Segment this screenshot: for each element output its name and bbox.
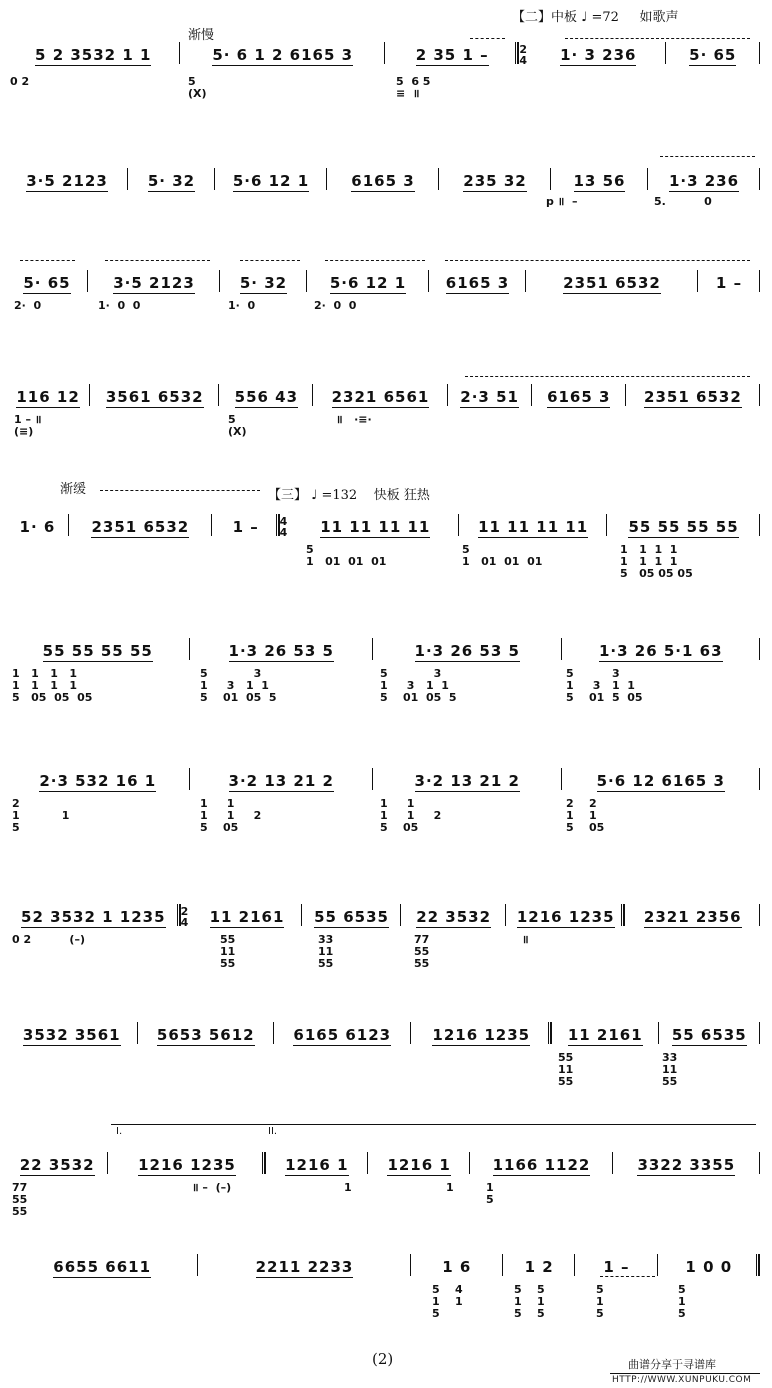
- measure-notes: 5·6 12 6165 3: [596, 772, 725, 790]
- measure: [212, 512, 280, 542]
- measure: [698, 268, 760, 298]
- measure-notes: 55 55 55 55: [628, 518, 739, 536]
- system-11: [6, 1252, 760, 1342]
- measure: [291, 512, 459, 542]
- lower-voice: 1· 0 0: [98, 299, 141, 312]
- section2-desc: 如歌声: [639, 10, 679, 25]
- measure-notes: 6165 3: [351, 172, 415, 190]
- measure: [459, 512, 607, 542]
- measure: [138, 1020, 275, 1050]
- measure: [6, 268, 88, 298]
- volta-line: [111, 1124, 756, 1125]
- volta-2: II.: [268, 1126, 278, 1137]
- measure: [6, 512, 69, 542]
- measure: [266, 1150, 368, 1180]
- measure: [368, 1150, 470, 1180]
- system-7: [6, 766, 760, 846]
- lower-voice: 1: [344, 1181, 352, 1194]
- lower-voice: 1· 0: [228, 299, 256, 312]
- lower-voice: 2· 0 0: [314, 299, 357, 312]
- measure-notes: 2351 6532: [563, 274, 661, 292]
- measure: [198, 1252, 410, 1282]
- measure: [220, 268, 307, 298]
- measure: [180, 40, 384, 70]
- measure-notes: 6655 6611: [53, 1258, 152, 1276]
- measure: [503, 1252, 575, 1282]
- measure: [385, 40, 519, 70]
- jianman-mark: 渐慢: [188, 28, 215, 43]
- sustain-dashline: [565, 38, 750, 39]
- measure-notes: 11 2161: [209, 908, 285, 926]
- measure-notes: 2351 6532: [644, 388, 742, 406]
- lower-voice: 5 6 5 ≡ ॥: [396, 75, 431, 100]
- system-4: [6, 382, 760, 452]
- measure: [562, 636, 761, 666]
- measure-notes: 2321 6561: [331, 388, 430, 406]
- section3-label: 【三】: [268, 488, 308, 503]
- measure: [626, 382, 760, 412]
- watermark-text: 曲谱分享于寻谱库: [628, 1358, 716, 1371]
- system-2: [6, 166, 760, 226]
- measure: [648, 166, 760, 196]
- measure-notes: 5·6 12 1: [232, 172, 310, 190]
- measure: [6, 166, 128, 196]
- measure-notes: 6165 3: [547, 388, 611, 406]
- measure: [531, 40, 665, 70]
- measure-notes: 22 3532: [416, 908, 492, 926]
- lower-voice: 5 3 1 3 1 1 5 01 5 05: [566, 667, 643, 704]
- measure-notes: 11 11 11 11: [478, 518, 589, 536]
- measure-notes: 1216 1: [285, 1156, 349, 1174]
- measure: [190, 636, 374, 666]
- measure-notes: 3322 3355: [637, 1156, 736, 1174]
- measure-notes: 5· 65: [23, 274, 71, 292]
- measure: [429, 268, 526, 298]
- lower-voice: 5 5 1 1 5 5: [514, 1283, 545, 1320]
- measure-notes: 556 43: [234, 388, 299, 406]
- measure: [327, 166, 439, 196]
- measure-notes: 5·6 12 1: [329, 274, 407, 292]
- lower-voice: 77 55 55: [12, 1181, 28, 1218]
- lower-voice: ॥ ·≡·: [336, 413, 372, 426]
- measure: [401, 902, 506, 932]
- measure: [108, 1150, 265, 1180]
- measure: [6, 1020, 138, 1050]
- lower-voice: 33 11 55: [662, 1051, 678, 1088]
- measure: [562, 766, 761, 796]
- lower-voice: 2 2 1 1 5 05: [566, 797, 605, 834]
- measure: [274, 1020, 411, 1050]
- measure-notes: 1 –: [715, 274, 743, 292]
- measure-notes: 11 2161: [567, 1026, 643, 1044]
- jianhuan-mark: 渐缓: [60, 482, 87, 497]
- measure: [88, 268, 220, 298]
- measure-notes: 2211 2233: [255, 1258, 354, 1276]
- measure-notes: 1166 1122: [492, 1156, 591, 1174]
- measure: [128, 166, 215, 196]
- measure-notes: 1216 1235: [432, 1026, 531, 1044]
- measure-notes: 1 –: [232, 518, 259, 536]
- lower-voice: 5 1 5: [596, 1283, 604, 1320]
- tempo3: =132: [321, 488, 358, 503]
- measure: [373, 766, 562, 796]
- sustain-dashline: [465, 376, 750, 377]
- measure: [6, 1252, 198, 1282]
- measure: [90, 382, 219, 412]
- lower-voice: 2 1 1 5: [12, 797, 70, 834]
- measure: [313, 382, 447, 412]
- lower-voice: 0 2: [10, 75, 30, 88]
- measure: [439, 166, 551, 196]
- system-3: [6, 268, 760, 328]
- measure-notes: 2321 2356: [643, 908, 742, 926]
- quarter-note-icon: ♩: [581, 10, 588, 25]
- measure: [448, 382, 532, 412]
- measure: [658, 1252, 760, 1282]
- time-signature: 2 4: [519, 43, 528, 67]
- measure: [526, 268, 698, 298]
- lower-voice: 5 (X): [228, 413, 247, 438]
- lower-voice: 55 11 55: [220, 933, 236, 970]
- measure: [6, 636, 190, 666]
- lower-voice: 5 (X): [188, 75, 207, 100]
- sustain-dashline: [445, 260, 750, 261]
- measure-notes: 3·5 2123: [26, 172, 108, 190]
- measure: [613, 1150, 760, 1180]
- quarter-note-icon: ♩: [311, 488, 318, 503]
- measure: [219, 382, 313, 412]
- measure-notes: 2 35 1 –: [415, 46, 489, 64]
- lower-voice: 77 55 55: [414, 933, 430, 970]
- lower-voice: 1 – ॥ (≡): [14, 413, 42, 438]
- measure: [666, 40, 760, 70]
- measure: [552, 1020, 659, 1050]
- measure-notes: 3·2 13 21 2: [228, 772, 334, 790]
- measure: [659, 1020, 761, 1050]
- watermark-url: HTTP://WWW.XUNPUKU.COM: [612, 1375, 752, 1385]
- measure-notes: 1·3 236: [668, 172, 740, 190]
- measure-notes: 6165 6123: [293, 1026, 392, 1044]
- measure: [411, 1252, 503, 1282]
- lower-voice: 5 1 01 01 01: [462, 543, 543, 568]
- measure-notes: 1 0 0: [685, 1258, 733, 1276]
- measure-notes: 1216 1235: [516, 908, 615, 926]
- lower-voice: 5 3 1 3 1 1 5 01 05 5: [200, 667, 277, 704]
- system-1: [6, 40, 760, 120]
- fermata-dashline: [470, 38, 505, 39]
- measure-notes: 1· 3 236: [560, 46, 637, 64]
- measure-notes: 55 6535: [314, 908, 389, 926]
- measure: [411, 1020, 553, 1050]
- measure: [373, 636, 562, 666]
- lower-voice: 2· 0: [14, 299, 42, 312]
- measure-notes: 116 12: [16, 388, 80, 406]
- sustain-dashline: [20, 260, 75, 261]
- measure-notes: 3·2 13 21 2: [414, 772, 520, 790]
- sustain-dashline: [325, 260, 425, 261]
- measure-notes: 1 –: [603, 1258, 630, 1276]
- system-10: [6, 1126, 760, 1230]
- measure-notes: 5· 32: [147, 172, 196, 190]
- page-number: (2): [372, 1350, 394, 1368]
- measure: [532, 382, 626, 412]
- lower-voice: 1 1 1 1 1 1 1 1 5 05 05 05: [12, 667, 93, 704]
- lower-voice: 5 1 5: [678, 1283, 686, 1320]
- lower-voice: 5 3 1 3 1 1 5 01 05 5: [380, 667, 457, 704]
- measure-notes: 5653 5612: [156, 1026, 255, 1044]
- section3-desc: 快板 狂热: [373, 488, 430, 503]
- lower-voice: 1: [446, 1181, 454, 1194]
- measure-notes: 1· 6: [19, 518, 56, 536]
- measure-notes: 13 56: [573, 172, 626, 190]
- measure-notes: 22 3532: [19, 1156, 95, 1174]
- measure-notes: 3532 3561: [22, 1026, 121, 1044]
- system-6: [6, 636, 760, 716]
- lower-voice: 0 2 (–): [12, 933, 85, 946]
- watermark-underline: [610, 1373, 760, 1374]
- measure: [506, 902, 626, 932]
- measure: [302, 902, 402, 932]
- sustain-dashline: [240, 260, 300, 261]
- measure: [607, 512, 760, 542]
- measure: [6, 40, 180, 70]
- sustain-dashline: [105, 260, 210, 261]
- measure: [6, 382, 90, 412]
- system-5: [6, 512, 760, 602]
- measure: [6, 766, 190, 796]
- measure-notes: 1·3 26 53 5: [414, 642, 520, 660]
- sustain-dashline: [660, 156, 755, 157]
- measure: [625, 902, 760, 932]
- section2-heading: [512, 6, 679, 25]
- section3-heading: [268, 484, 430, 503]
- measure-notes: 2·3 51: [460, 388, 519, 406]
- measure: [575, 1252, 657, 1282]
- measure: [6, 1150, 108, 1180]
- lower-voice: 5 4 1 1 5: [432, 1283, 463, 1320]
- lower-voice: 5. 0: [654, 195, 712, 208]
- measure-notes: 1216 1: [387, 1156, 451, 1174]
- measure-notes: 2351 6532: [91, 518, 190, 536]
- measure-notes: 1 2: [524, 1258, 554, 1276]
- lower-voice: p ॥ –: [546, 195, 578, 208]
- measure-notes: 2·3 532 16 1: [39, 772, 157, 790]
- lower-voice: 1 1 1 1 2 5 05: [380, 797, 442, 834]
- measure: [6, 902, 181, 932]
- measure-notes: 5· 6 1 2 6165 3: [212, 46, 354, 64]
- lower-voice: 1 5: [486, 1181, 494, 1206]
- lower-voice: 55 11 55: [558, 1051, 574, 1088]
- measure: [307, 268, 429, 298]
- measure: [470, 1150, 612, 1180]
- lower-voice: 1 1 1 1 1 1 1 1 5 05 05 05: [620, 543, 693, 580]
- lower-voice: ॥: [522, 933, 529, 946]
- measure: [190, 766, 374, 796]
- measure-notes: 55 6535: [671, 1026, 747, 1044]
- measure-notes: 5· 32: [239, 274, 288, 292]
- measure-notes: 3561 6532: [105, 388, 204, 406]
- tempo2: =72: [591, 10, 619, 25]
- measure-notes: 1·3 26 5·1 63: [598, 642, 723, 660]
- time-signature: 4 4: [279, 515, 288, 539]
- measure-notes: 5· 65: [689, 46, 737, 64]
- measure-notes: 11 11 11 11: [320, 518, 431, 536]
- lower-voice: 5 1 01 01 01: [306, 543, 387, 568]
- measure-notes: 5 2 3532 1 1: [35, 46, 152, 64]
- measure-notes: 1 6: [442, 1258, 472, 1276]
- jianhuan-dashline: [100, 490, 260, 491]
- section2-label: 【二】中板: [512, 10, 578, 25]
- measure-notes: 52 3532 1 1235: [21, 908, 166, 926]
- lower-voice: 33 11 55: [318, 933, 334, 970]
- time-signature: 2 4: [180, 905, 189, 929]
- measure-notes: 235 32: [463, 172, 527, 190]
- measure-notes: 3·5 2123: [113, 274, 195, 292]
- volta-1: I.: [116, 1126, 123, 1137]
- measure-notes: 1216 1235: [138, 1156, 236, 1174]
- measure: [215, 166, 327, 196]
- measure-notes: 6165 3: [445, 274, 510, 292]
- measure-notes: 55 55 55 55: [42, 642, 153, 660]
- lower-voice: ॥ – (–): [192, 1181, 232, 1194]
- system-8: [6, 902, 760, 982]
- measure: [192, 902, 302, 932]
- measure: [69, 512, 212, 542]
- system-9: [6, 1020, 760, 1100]
- measure-notes: 1·3 26 53 5: [228, 642, 334, 660]
- measure: [551, 166, 648, 196]
- lower-voice: 1 1 1 1 2 5 05: [200, 797, 262, 834]
